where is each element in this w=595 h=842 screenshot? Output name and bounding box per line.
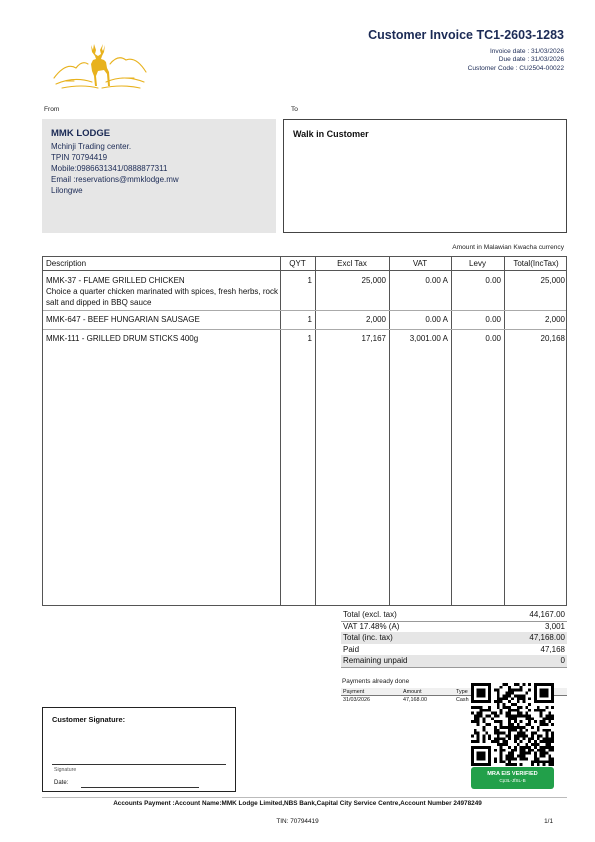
signature-date-label: Date: bbox=[54, 780, 69, 786]
seller-mobile: Mobile:0986631341/0888877311 bbox=[51, 164, 168, 173]
payment-date: 31/03/2026 bbox=[343, 697, 370, 703]
row-excl-tax: 2,000 bbox=[365, 315, 386, 324]
remaining-unpaid-row bbox=[341, 655, 567, 667]
footer-tin: TIN: 70794419 bbox=[276, 818, 319, 825]
invoice-date: Invoice date : 31/03/2026 bbox=[489, 48, 564, 55]
row-description: MMK-37 - FLAME GRILLED CHICKEN bbox=[46, 276, 185, 285]
eis-verified-badge bbox=[471, 767, 554, 789]
customer-signature-box bbox=[42, 707, 236, 792]
payments-header-type: Type bbox=[456, 689, 468, 695]
total-value: 0 bbox=[560, 656, 565, 665]
row-qty: 1 bbox=[307, 315, 312, 324]
header-excl-tax: Excl Tax bbox=[337, 259, 367, 268]
seller-city: Lilongwe bbox=[51, 186, 83, 195]
row-description-detail: Choice a quarter chicken marinated with spices, fresh herbs, rock salt and dipped in BBQ sauce bbox=[46, 287, 278, 307]
qr-code bbox=[471, 683, 554, 766]
invoice-title: Customer Invoice TC1-2603-1283 bbox=[368, 28, 564, 42]
total-label: Paid bbox=[343, 644, 360, 654]
total-value: 47,168.00 bbox=[529, 633, 565, 642]
page-number: 1/1 bbox=[544, 818, 553, 825]
payment-amount: 47,168.00 bbox=[403, 697, 427, 703]
signature-label: Signature bbox=[54, 767, 77, 773]
row-excl-tax: 17,167 bbox=[361, 334, 386, 343]
line-items-table bbox=[42, 256, 567, 606]
seller-address-box bbox=[42, 119, 276, 233]
row-total: 25,000 bbox=[540, 276, 565, 285]
total-value: 47,168 bbox=[540, 644, 565, 654]
row-levy: 0.00 bbox=[485, 334, 501, 343]
seller-address-line: Mchinji Trading center. bbox=[51, 142, 132, 151]
row-qty: 1 bbox=[307, 276, 312, 285]
invoice-meta bbox=[468, 48, 564, 73]
row-levy: 0.00 bbox=[485, 276, 501, 285]
buyer-name: Walk in Customer bbox=[293, 129, 369, 139]
total-label: Total (inc. tax) bbox=[343, 633, 393, 642]
eis-verified-text: MRA EIS VERIFIED bbox=[487, 771, 538, 777]
to-label: To bbox=[291, 106, 298, 113]
row-vat: 0.00 A bbox=[425, 276, 448, 285]
payments-title: Payments already done bbox=[342, 678, 410, 685]
row-excl-tax: 25,000 bbox=[361, 276, 386, 285]
payments-header-amount: Amount bbox=[403, 689, 422, 695]
header-description: Description bbox=[46, 259, 87, 268]
total-label: Total (excl. tax) bbox=[343, 610, 397, 619]
total-value: 44,167.00 bbox=[529, 610, 565, 619]
row-vat: 3,001.00 A bbox=[409, 334, 448, 343]
seller-email: Email :reservations@mmklodge.mw bbox=[51, 175, 179, 184]
paid-row bbox=[341, 644, 567, 656]
total-excl-tax-row bbox=[341, 609, 567, 621]
total-inc-tax-row bbox=[341, 632, 567, 644]
seller-tpin: TPIN 70794419 bbox=[51, 153, 108, 162]
header-total: Total(IncTax) bbox=[513, 259, 559, 268]
total-label: VAT 17.48% (A) bbox=[343, 622, 400, 631]
currency-note: Amount in Malawian Kwacha currency bbox=[452, 244, 564, 251]
header-levy: Levy bbox=[469, 259, 486, 268]
row-total: 2,000 bbox=[544, 315, 565, 324]
seller-name: MMK LODGE bbox=[51, 128, 111, 139]
row-qty: 1 bbox=[307, 334, 312, 343]
bank-account-details: Accounts Payment :Account Name:MMK Lodge Limited,NBS Bank,Capital City Service Centre,Account Number 24978249 bbox=[113, 800, 482, 807]
total-value: 3,001 bbox=[544, 622, 565, 631]
company-logo bbox=[52, 40, 147, 92]
header-vat: VAT bbox=[412, 259, 428, 268]
customer-code: Customer Code : CU2504-00022 bbox=[467, 64, 564, 72]
row-description: MMK-647 - BEEF HUNGARIAN SAUSAGE bbox=[46, 315, 200, 324]
vat-row bbox=[341, 621, 567, 633]
buyer-address-box bbox=[283, 119, 567, 233]
row-levy: 0.00 bbox=[485, 315, 501, 324]
payments-header-payment: Payment bbox=[343, 689, 365, 695]
total-label: Remaining unpaid bbox=[343, 656, 408, 665]
eis-verification-code: Cp3L-JfSL-B bbox=[499, 778, 526, 783]
row-total: 20,168 bbox=[540, 334, 565, 343]
signature-title: Customer Signature: bbox=[52, 715, 126, 724]
due-date: Due date : 31/03/2026 bbox=[498, 56, 564, 64]
header-qty: QYT bbox=[289, 259, 306, 268]
from-label: From bbox=[44, 106, 60, 113]
row-vat: 0.00 A bbox=[425, 315, 448, 324]
row-description: MMK-111 - GRILLED DRUM STICKS 400g bbox=[46, 334, 199, 343]
payment-type: Cash bbox=[456, 697, 469, 703]
